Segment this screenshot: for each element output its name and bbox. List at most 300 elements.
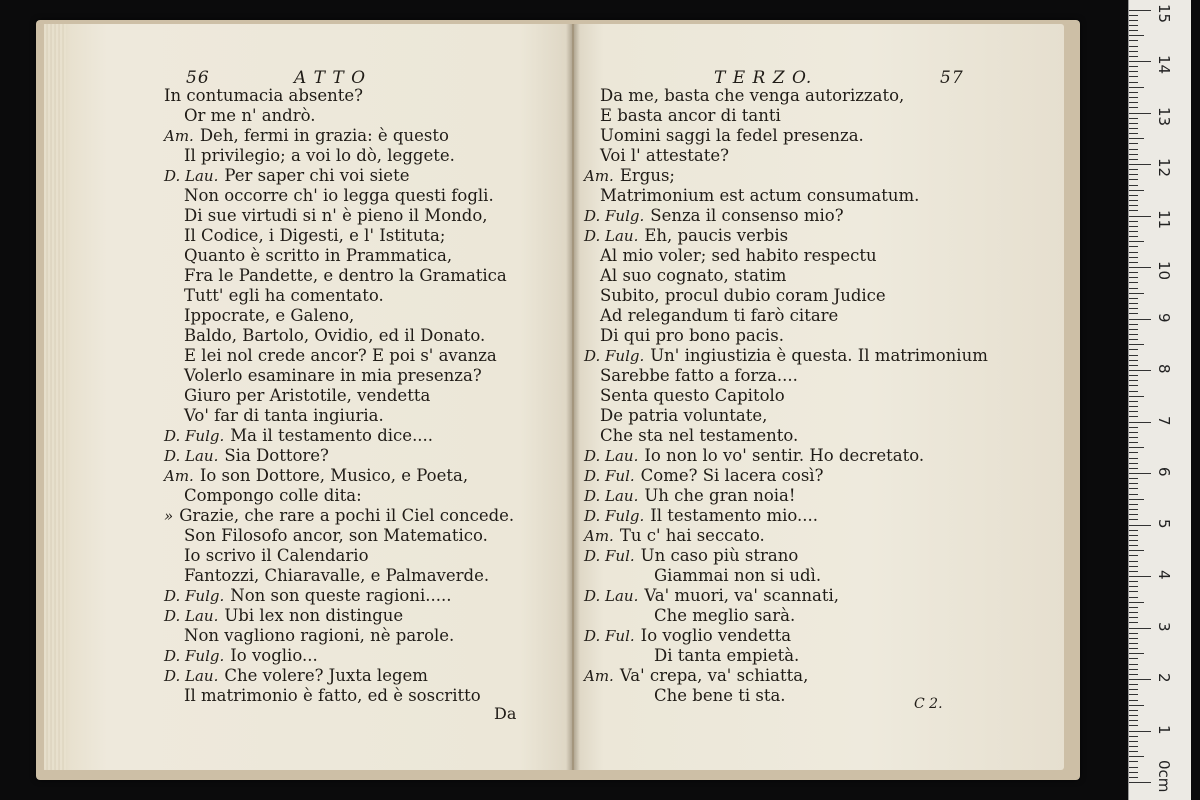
ruler-tick bbox=[1129, 319, 1151, 320]
verse-text: Va' muori, va' scannati, bbox=[644, 586, 839, 605]
ruler-tick bbox=[1129, 365, 1138, 366]
ruler-tick bbox=[1129, 200, 1138, 201]
ruler-tick bbox=[1129, 298, 1138, 299]
verse-text: Al suo cognato, statim bbox=[600, 266, 787, 285]
ruler-tick bbox=[1129, 92, 1138, 93]
verse-text: Sarebbe fatto a forza.... bbox=[600, 366, 798, 385]
verse-text: Senza il consenso mio? bbox=[650, 206, 844, 225]
ruler-label: 4 bbox=[1155, 570, 1173, 580]
ruler-tick bbox=[1129, 591, 1138, 592]
verse-text: Il privilegio; a voi lo dò, leggete. bbox=[184, 146, 455, 165]
text-line bbox=[584, 406, 767, 426]
verse-text: Io son Dottore, Musico, e Poeta, bbox=[199, 466, 469, 485]
verse-text: Quanto è scritto in Prammatica, bbox=[184, 246, 453, 265]
text-line bbox=[164, 126, 449, 146]
text-line bbox=[164, 166, 409, 186]
text-line bbox=[584, 346, 988, 366]
ruler-tick bbox=[1129, 349, 1138, 350]
ruler-tick bbox=[1129, 293, 1144, 294]
ruler-tick bbox=[1129, 530, 1138, 531]
text-line bbox=[164, 206, 488, 226]
text-line bbox=[584, 266, 786, 286]
ruler-tick bbox=[1129, 540, 1138, 541]
ruler-tick bbox=[1129, 468, 1138, 469]
speaker-label: Am. bbox=[164, 127, 194, 145]
ruler-tick bbox=[1129, 782, 1151, 783]
ruler-tick bbox=[1129, 344, 1144, 345]
ruler-tick bbox=[1129, 216, 1151, 217]
text-line bbox=[164, 666, 428, 686]
verse-text: Di sue virtudi si n' è pieno il Mondo, bbox=[184, 206, 488, 225]
ruler-tick bbox=[1129, 715, 1138, 716]
verse-text: Va' crepa, va' schiatta, bbox=[619, 666, 809, 685]
ruler-tick bbox=[1129, 133, 1138, 134]
ruler-tick bbox=[1129, 76, 1138, 77]
verse-text: Ubi lex non distingue bbox=[224, 606, 404, 625]
text-line bbox=[164, 566, 489, 586]
ruler-tick bbox=[1129, 138, 1144, 139]
text-line bbox=[584, 546, 798, 566]
ruler-tick bbox=[1129, 118, 1138, 119]
text-line bbox=[584, 286, 886, 306]
verse-text: Sia Dottore? bbox=[224, 446, 329, 465]
ruler-tick bbox=[1129, 473, 1151, 474]
ruler-tick bbox=[1129, 396, 1144, 397]
ruler-tick bbox=[1129, 576, 1151, 577]
ruler-label: 15 bbox=[1155, 3, 1173, 23]
right-page-number: 57 bbox=[940, 68, 964, 88]
text-line bbox=[584, 686, 786, 706]
text-line bbox=[164, 506, 514, 526]
verse-text: De patria voluntate, bbox=[600, 406, 768, 425]
ruler-label: 5 bbox=[1155, 518, 1173, 529]
verse-text: Io non lo vo' sentir. Ho decretato. bbox=[644, 446, 925, 465]
verse-text: Di tanta empietà. bbox=[654, 646, 800, 665]
text-line bbox=[584, 526, 765, 546]
verse-text: Che sta nel testamento. bbox=[600, 426, 799, 445]
ruler-tick bbox=[1129, 664, 1138, 665]
ruler-tick bbox=[1129, 710, 1138, 711]
ruler-tick bbox=[1129, 571, 1138, 572]
ruler-tick bbox=[1129, 607, 1138, 608]
ruler-tick bbox=[1129, 236, 1138, 237]
ruler-tick bbox=[1129, 66, 1138, 67]
text-line bbox=[164, 466, 468, 486]
verse-text: Un caso più strano bbox=[640, 546, 799, 565]
ruler-tick bbox=[1129, 658, 1138, 659]
verse-text: Che bene ti sta. bbox=[654, 686, 786, 705]
verse-text: Ergus; bbox=[619, 166, 675, 185]
text-line bbox=[584, 146, 729, 166]
speaker-label: Am. bbox=[164, 467, 194, 485]
ruler-tick bbox=[1129, 380, 1138, 381]
ruler-tick bbox=[1129, 385, 1138, 386]
text-line bbox=[164, 226, 445, 246]
ruler-tick bbox=[1129, 241, 1144, 242]
ruler-tick bbox=[1129, 61, 1151, 62]
ruler-tick bbox=[1129, 51, 1138, 52]
text-line bbox=[164, 586, 451, 606]
speaker-label: D. Ful. bbox=[584, 627, 635, 645]
ruler-tick bbox=[1129, 561, 1138, 562]
verse-text: Compongo colle dita: bbox=[184, 486, 362, 505]
text-line bbox=[164, 526, 488, 546]
text-line bbox=[584, 386, 785, 406]
ruler-label: 12 bbox=[1155, 158, 1173, 178]
text-line bbox=[584, 186, 919, 206]
text-line bbox=[584, 586, 839, 606]
ruler-tick bbox=[1129, 267, 1151, 268]
ruler-tick bbox=[1129, 15, 1138, 16]
text-line bbox=[584, 126, 864, 146]
text-line bbox=[584, 666, 808, 686]
text-line bbox=[164, 386, 430, 406]
ruler-tick bbox=[1129, 597, 1138, 598]
verse-text: Deh, fermi in grazia: è questo bbox=[199, 126, 449, 145]
ruler-label: 7 bbox=[1155, 415, 1173, 426]
speaker-label: D. Fulg. bbox=[584, 507, 645, 525]
text-line bbox=[584, 206, 844, 226]
speaker-label: D. Lau. bbox=[164, 447, 219, 465]
verse-text: Che volere? Juxta legem bbox=[224, 666, 428, 685]
ruler-tick bbox=[1129, 272, 1138, 273]
speaker-label: D. Fulg. bbox=[164, 587, 225, 605]
page-edges bbox=[44, 24, 66, 770]
verse-text: Ad relegandum ti farò citare bbox=[600, 306, 839, 325]
text-line bbox=[584, 626, 791, 646]
verse-text: Fantozzi, Chiaravalle, e Palmaverde. bbox=[184, 566, 490, 585]
ruler-tick bbox=[1129, 458, 1138, 459]
ruler-tick bbox=[1129, 525, 1151, 526]
ruler-tick bbox=[1129, 411, 1138, 412]
text-line bbox=[584, 86, 904, 106]
ruler-tick bbox=[1129, 128, 1138, 129]
text-line bbox=[164, 686, 481, 706]
verse-text: Uomini saggi la fedel presenza. bbox=[600, 126, 864, 145]
signature-mark: C 2. bbox=[914, 696, 943, 712]
ruler-tick bbox=[1129, 159, 1138, 160]
verse-text: Io scrivo il Calendario bbox=[184, 546, 369, 565]
verse-text: Voi l' attestate? bbox=[600, 146, 729, 165]
verse-text: Non occorre ch' io legga questi fogli. bbox=[184, 186, 494, 205]
text-line bbox=[164, 406, 384, 426]
verse-text: Subito, procul dubio coram Judice bbox=[600, 286, 886, 305]
ruler-tick bbox=[1129, 334, 1138, 335]
ruler-tick bbox=[1129, 581, 1138, 582]
text-line bbox=[164, 146, 455, 166]
ruler-tick bbox=[1129, 689, 1138, 690]
speaker-label: D. Fulg. bbox=[584, 207, 645, 225]
verse-text: Giuro per Aristotile, vendetta bbox=[184, 386, 431, 405]
ruler-tick bbox=[1129, 555, 1138, 556]
ruler-tick bbox=[1129, 494, 1138, 495]
ruler-tick bbox=[1129, 71, 1138, 72]
speaker-label: D. Lau. bbox=[584, 587, 639, 605]
ruler-tick bbox=[1129, 82, 1138, 83]
ruler-tick bbox=[1129, 164, 1151, 165]
ruler-tick bbox=[1129, 416, 1138, 417]
text-line bbox=[164, 246, 452, 266]
ruler-label: 14 bbox=[1155, 55, 1173, 75]
verse-text: Uh che gran noia! bbox=[644, 486, 796, 505]
ruler-label: 3 bbox=[1155, 621, 1173, 632]
verse-text: Il testamento mio.... bbox=[650, 506, 819, 525]
text-line bbox=[584, 106, 781, 126]
speaker-label: D. Fulg. bbox=[584, 347, 645, 365]
ruler-tick bbox=[1129, 509, 1138, 510]
text-line bbox=[164, 486, 362, 506]
text-line bbox=[164, 346, 497, 366]
verse-text: Fra le Pandette, e dentro la Gramatica bbox=[184, 266, 507, 285]
text-line bbox=[584, 446, 924, 466]
ruler-tick bbox=[1129, 483, 1138, 484]
ruler-tick bbox=[1129, 586, 1138, 587]
text-line bbox=[164, 306, 354, 326]
ruler-tick bbox=[1129, 452, 1138, 453]
ruler-tick bbox=[1129, 669, 1138, 670]
ruler-tick bbox=[1129, 756, 1144, 757]
verse-text: Tu c' hai seccato. bbox=[619, 526, 765, 545]
ruler-tick bbox=[1129, 514, 1138, 515]
speaker-label: D. Fulg. bbox=[164, 647, 225, 665]
ruler-label: 6 bbox=[1155, 467, 1173, 477]
ruler-tick bbox=[1129, 777, 1138, 778]
ruler-tick bbox=[1129, 751, 1138, 752]
verse-text: Baldo, Bartolo, Ovidio, ed il Donato. bbox=[184, 326, 486, 345]
ruler-tick bbox=[1129, 20, 1138, 21]
speaker-label: D. Fulg. bbox=[164, 427, 225, 445]
ruler-tick bbox=[1129, 205, 1138, 206]
text-line bbox=[164, 446, 329, 466]
ruler-tick bbox=[1129, 257, 1138, 258]
ruler-tick bbox=[1129, 262, 1138, 263]
speaker-label: D. Lau. bbox=[584, 447, 639, 465]
ruler-tick bbox=[1129, 252, 1138, 253]
ruler-label: 1 bbox=[1155, 724, 1173, 735]
ruler-tick bbox=[1129, 401, 1138, 402]
left-running-head: A T T O bbox=[294, 68, 367, 88]
ruler-tick bbox=[1129, 329, 1138, 330]
ruler-tick bbox=[1129, 10, 1151, 11]
ruler-tick bbox=[1129, 674, 1138, 675]
ruler-tick bbox=[1129, 169, 1138, 170]
ruler-tick bbox=[1129, 277, 1138, 278]
speaker-label: D. Ful. bbox=[584, 467, 635, 485]
ruler-tick bbox=[1129, 746, 1138, 747]
text-line bbox=[164, 646, 318, 666]
ruler-tick bbox=[1129, 535, 1138, 536]
ruler-tick bbox=[1129, 375, 1138, 376]
verse-text: Io voglio vendetta bbox=[640, 626, 792, 645]
ruler-tick bbox=[1129, 406, 1138, 407]
ruler-tick bbox=[1129, 56, 1138, 57]
ruler-tick bbox=[1129, 179, 1138, 180]
ruler-tick bbox=[1129, 303, 1138, 304]
text-line bbox=[164, 326, 485, 346]
ruler-tick bbox=[1129, 767, 1138, 768]
text-line bbox=[164, 426, 433, 446]
verse-text: In contumacia absente? bbox=[164, 86, 364, 105]
ruler-tick bbox=[1129, 246, 1138, 247]
text-line bbox=[584, 486, 796, 506]
ruler-tick bbox=[1129, 628, 1151, 629]
ruler-tick bbox=[1129, 679, 1151, 680]
ruler-tick bbox=[1129, 653, 1144, 654]
text-line bbox=[164, 286, 384, 306]
verse-text: Da me, basta che venga autorizzato, bbox=[600, 86, 905, 105]
speaker-label: D. Lau. bbox=[164, 667, 219, 685]
ruler-label: 10 bbox=[1155, 261, 1173, 281]
ruler-tick bbox=[1129, 736, 1138, 737]
speaker-label: Am. bbox=[584, 167, 614, 185]
text-line bbox=[584, 326, 784, 346]
ruler-tick bbox=[1129, 221, 1138, 222]
ruler-tick bbox=[1129, 566, 1138, 567]
ruler-tick bbox=[1129, 478, 1138, 479]
ruler-tick bbox=[1129, 617, 1138, 618]
verse-text: Non son queste ragioni..... bbox=[230, 586, 452, 605]
ruler-tick bbox=[1129, 190, 1144, 191]
ruler-tick bbox=[1129, 185, 1138, 186]
catchword: Da bbox=[494, 704, 517, 723]
ruler-tick bbox=[1129, 437, 1138, 438]
text-line bbox=[584, 646, 799, 666]
ruler-tick bbox=[1129, 602, 1144, 603]
ruler-tick bbox=[1129, 648, 1138, 649]
speaker-label: D. Lau. bbox=[164, 607, 219, 625]
ruler-tick bbox=[1129, 87, 1144, 88]
text-line bbox=[164, 606, 403, 626]
verse-text: Che meglio sarà. bbox=[654, 606, 796, 625]
verse-text: Vo' far di tanta ingiuria. bbox=[184, 406, 384, 425]
verse-text: Ma il testamento dice.... bbox=[230, 426, 434, 445]
ruler-label: 13 bbox=[1155, 106, 1173, 126]
verse-text: Un' ingiustizia è questa. Il matrimonium bbox=[650, 346, 988, 365]
verse-text: Or me n' andrò. bbox=[184, 106, 316, 125]
ruler-tick bbox=[1129, 282, 1138, 283]
text-line bbox=[584, 366, 798, 386]
book-gutter bbox=[566, 24, 580, 770]
measurement-ruler bbox=[1128, 0, 1191, 800]
ruler-label: 2 bbox=[1155, 673, 1173, 683]
text-line bbox=[584, 466, 823, 486]
ruler-tick bbox=[1129, 370, 1151, 371]
ruler-tick bbox=[1129, 725, 1138, 726]
text-line bbox=[584, 426, 798, 446]
ruler-tick bbox=[1129, 360, 1138, 361]
verse-text: Al mio voler; sed habito respectu bbox=[600, 246, 877, 265]
verse-text: Matrimonium est actum consumatum. bbox=[600, 186, 920, 205]
ruler-tick bbox=[1129, 720, 1138, 721]
ruler-tick bbox=[1129, 550, 1144, 551]
ruler-label: 0cm bbox=[1155, 760, 1173, 793]
ruler-tick bbox=[1129, 355, 1138, 356]
text-line bbox=[584, 506, 818, 526]
speaker-label: » bbox=[164, 507, 174, 525]
ruler-tick bbox=[1129, 102, 1138, 103]
ruler-tick bbox=[1129, 339, 1138, 340]
verse-text: Tutt' egli ha comentato. bbox=[184, 286, 384, 305]
verse-text: Senta questo Capitolo bbox=[600, 386, 785, 405]
ruler-tick bbox=[1129, 519, 1138, 520]
text-line bbox=[164, 86, 363, 106]
ruler-tick bbox=[1129, 154, 1138, 155]
ruler-tick bbox=[1129, 741, 1138, 742]
right-running-head: T E R Z O. bbox=[714, 68, 813, 88]
right-page bbox=[574, 24, 1064, 770]
speaker-label: D. Lau. bbox=[584, 487, 639, 505]
ruler-tick bbox=[1129, 107, 1138, 108]
text-line bbox=[164, 366, 482, 386]
text-line bbox=[584, 246, 877, 266]
text-line bbox=[584, 306, 838, 326]
ruler-tick bbox=[1129, 391, 1138, 392]
ruler-tick bbox=[1129, 643, 1138, 644]
text-line bbox=[584, 606, 795, 626]
ruler-tick bbox=[1129, 761, 1138, 762]
speaker-label: Am. bbox=[584, 527, 614, 545]
ruler-tick bbox=[1129, 149, 1138, 150]
ruler-tick bbox=[1129, 447, 1144, 448]
verse-text: Di qui pro bono pacis. bbox=[600, 326, 785, 345]
ruler-tick bbox=[1129, 463, 1138, 464]
text-line bbox=[164, 186, 494, 206]
ruler-tick bbox=[1129, 442, 1138, 443]
ruler-tick bbox=[1129, 174, 1138, 175]
verse-text: E basta ancor di tanti bbox=[600, 106, 781, 125]
ruler-tick bbox=[1129, 313, 1138, 314]
ruler-tick bbox=[1129, 97, 1138, 98]
ruler-tick bbox=[1129, 195, 1138, 196]
ruler-tick bbox=[1129, 545, 1138, 546]
ruler-tick bbox=[1129, 432, 1138, 433]
text-line bbox=[164, 546, 369, 566]
ruler-tick bbox=[1129, 123, 1138, 124]
left-page bbox=[44, 24, 572, 770]
ruler-tick bbox=[1129, 694, 1138, 695]
speaker-label: D. Lau. bbox=[584, 227, 639, 245]
ruler-tick bbox=[1129, 210, 1138, 211]
ruler-tick bbox=[1129, 427, 1138, 428]
verse-text: Per saper chi voi siete bbox=[224, 166, 410, 185]
ruler-tick bbox=[1129, 488, 1138, 489]
ruler-tick bbox=[1129, 622, 1138, 623]
ruler-tick bbox=[1129, 700, 1138, 701]
verse-text: Eh, paucis verbis bbox=[644, 226, 789, 245]
ruler-tick bbox=[1129, 143, 1138, 144]
ruler-tick bbox=[1129, 504, 1138, 505]
ruler-tick bbox=[1129, 231, 1138, 232]
verse-text: Non vagliono ragioni, nè parole. bbox=[184, 626, 455, 645]
text-line bbox=[584, 166, 675, 186]
ruler-tick bbox=[1129, 324, 1138, 325]
verse-text: Son Filosofo ancor, son Matematico. bbox=[184, 526, 488, 545]
text-line bbox=[164, 266, 507, 286]
ruler-tick bbox=[1129, 612, 1138, 613]
text-line bbox=[164, 106, 316, 126]
ruler-tick bbox=[1129, 705, 1144, 706]
verse-text: Giammai non si udì. bbox=[654, 566, 822, 585]
speaker-label: D. Lau. bbox=[164, 167, 219, 185]
ruler-tick bbox=[1129, 638, 1138, 639]
ruler-tick bbox=[1129, 46, 1138, 47]
ruler-tick bbox=[1129, 25, 1138, 26]
ruler-label: 11 bbox=[1155, 209, 1173, 229]
ruler-tick bbox=[1129, 633, 1138, 634]
left-page-number: 56 bbox=[186, 68, 210, 88]
ruler-tick bbox=[1129, 684, 1138, 685]
ruler-tick bbox=[1129, 226, 1138, 227]
